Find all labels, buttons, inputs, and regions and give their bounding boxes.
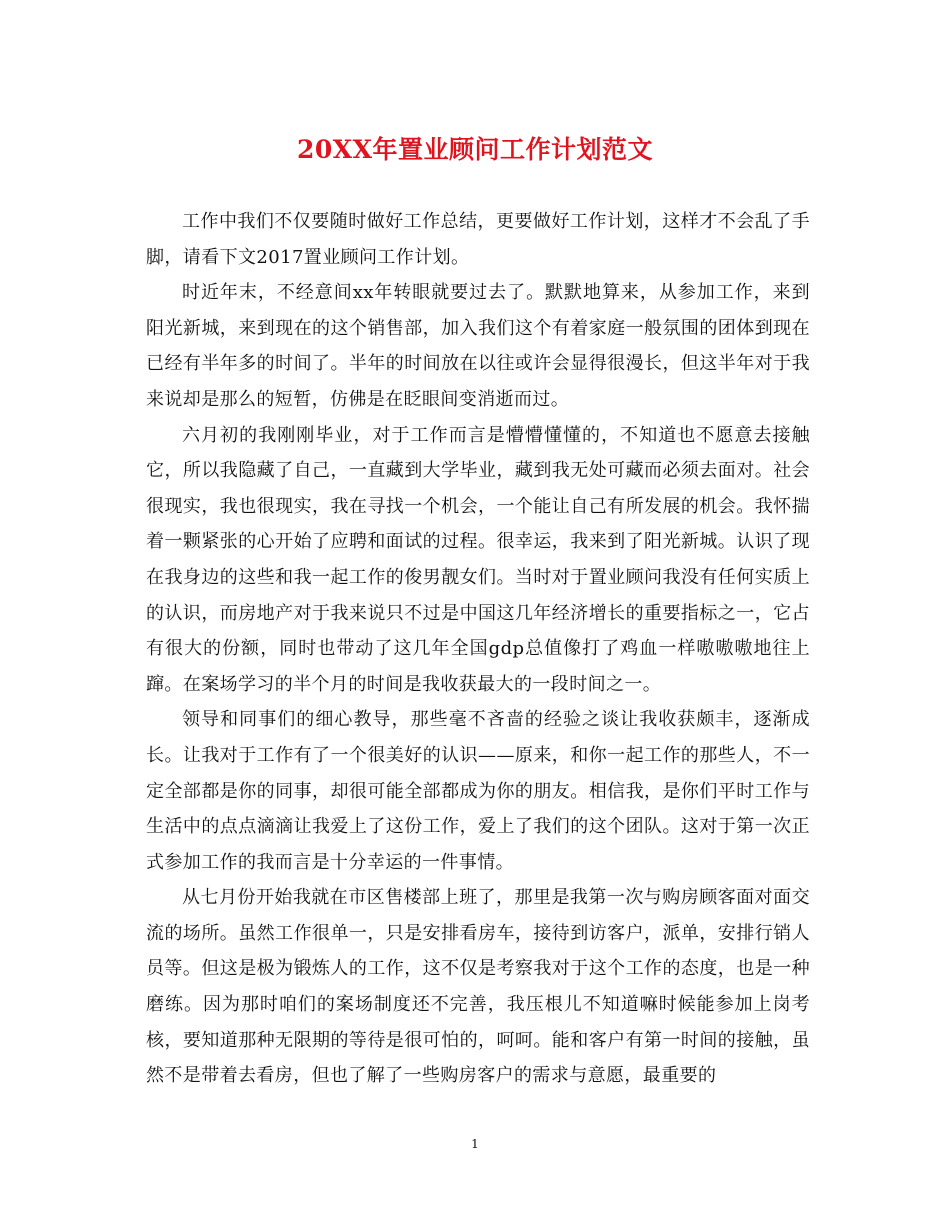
document-title: 20XX年置业顾问工作计划范文	[296, 135, 654, 164]
paragraph-1: 工作中我们不仅要随时做好工作总结，更要做好工作计划，这样才不会乱了手脚，请看下文2017置业顾问工作计划。	[146, 211, 810, 268]
paragraph-5: 从七月份开始我就在市区售楼部上班了，那里是我第一次与购房顾客面对面交流的场所。虽然工作很单一，只是安排看房车，接待到访客户，派单，安排行销人员等。但这是极为锻炼人的工作，这不仅是考察我对于这个工作的态度，也是一种磨练。因为那时咱们的案场制度还不完善，我压根儿不知道嘛时候能参加上岗考核，要知道那种无限期的等待是很可怕的，呵呵。能和客户有第一时间的接触，虽然不是带着去看房，但也了解了一些购房客户的需求与意愿，最重要的	[146, 887, 810, 1087]
document-body	[146, 204, 810, 1094]
paragraph-3: 六月初的我刚刚毕业，对于工作而言是懵懵懂懂的，不知道也不愿意去接触它，所以我隐藏了自己，一直藏到大学毕业，藏到我无处可藏而必须去面对。社会很现实，我也很现实，我在寻找一个机会，一个能让自己有所发展的机会。我怀揣着一颗紧张的心开始了应聘和面试的过程。很幸运，我来到了阳光新城。认识了现在我身边的这些和我一起工作的俊男靓女们。当时对于置业顾问我没有任何实质上的认识，而房地产对于我来说只不过是中国这几年经济增长的重要指标之一，它占有很大的份额，同时也带动了这几年全国gdp总值像打了鸡血一样嗷嗷嗷地往上蹿。在案场学习的半个月的时间是我收获最大的一段时间之一。	[146, 424, 810, 695]
page-number: 1	[471, 1137, 479, 1151]
paragraph-4: 领导和同事们的细心教导，那些毫不吝啬的经验之谈让我收获颇丰，逐渐成长。让我对于工作有了一个很美好的认识——原来，和你一起工作的那些人，不一定全部都是你的同事，却很可能全部都成为你的朋友。相信我，是你们平时工作与生活中的点点滴滴让我爱上了这份工作，爱上了我们的这个团队。这对于第一次正式参加工作的我而言是十分幸运的一件事情。	[146, 709, 810, 873]
paragraph-2: 时近年末，不经意间xx年转眼就要过去了。默默地算来，从参加工作，来到阳光新城，来到现在的这个销售部，加入我们这个有着家庭一般氛围的团体到现在已经有半年多的时间了。半年的时间放在以往或许会显得很漫长，但这半年对于我来说却是那么的短暂，仿佛是在眨眼间变消逝而过。	[146, 282, 810, 410]
